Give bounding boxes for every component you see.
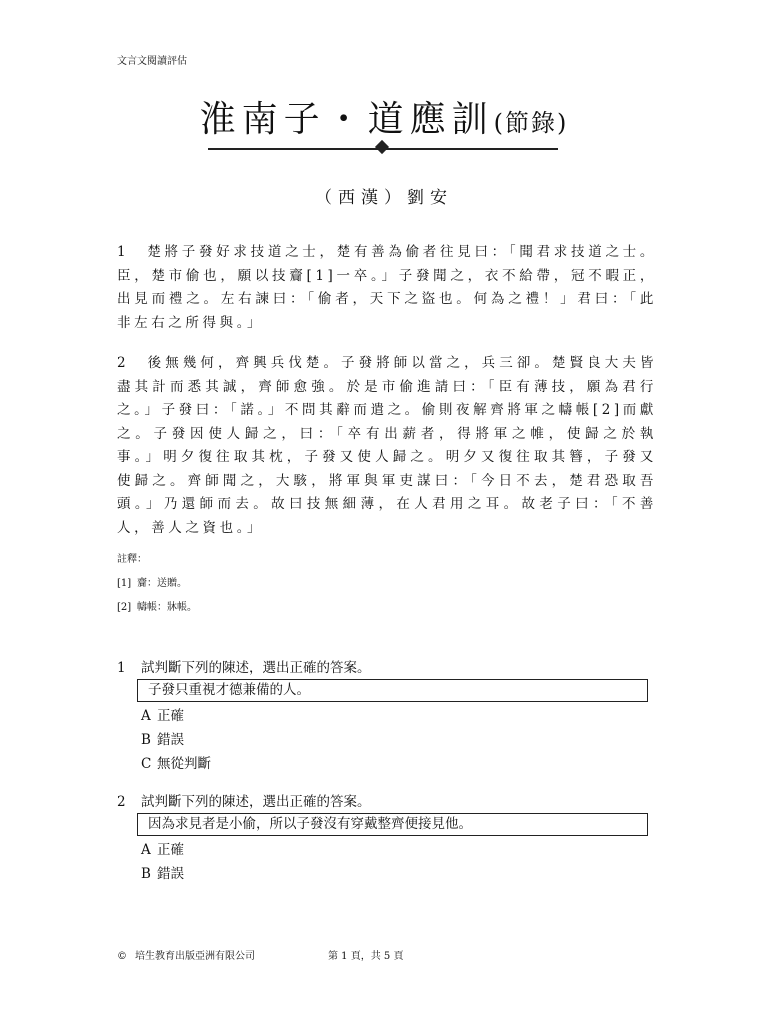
answer-option-a[interactable]	[141, 704, 211, 728]
note-text: 齎：送贈。	[137, 578, 187, 589]
notes-heading: 註釋：	[117, 554, 147, 565]
option-letter: A	[141, 708, 151, 724]
note-number: [1]	[117, 578, 132, 589]
answer-options	[141, 704, 211, 776]
question-stem-text: 試判斷下列的陳述，選出正確的答案。	[141, 794, 371, 810]
note-number: [2]	[117, 602, 132, 613]
title-subtitle: (節錄)	[493, 109, 569, 137]
question-statement-box: 子發只重視才德兼備的人。	[137, 679, 648, 702]
answer-option-c[interactable]	[141, 752, 211, 776]
question-2	[117, 792, 472, 882]
question-stem-text: 試判斷下列的陳述，選出正確的答案。	[141, 660, 371, 676]
question-number: 2	[117, 794, 126, 810]
option-text: 正確	[157, 708, 184, 724]
option-letter: C	[141, 756, 152, 772]
answer-options	[141, 838, 184, 886]
note-item	[117, 596, 197, 620]
footer-page-info: 第 1 頁，共 5 頁	[328, 951, 404, 962]
note-text: 幬帳：牀帳。	[137, 602, 197, 613]
option-text: 無從判斷	[157, 756, 211, 772]
notes-section	[117, 548, 197, 620]
passage-paragraph	[117, 241, 657, 335]
title-main: 淮南子・道應訓	[199, 99, 494, 140]
paragraph-text: 後無幾何，齊興兵伐楚。子發將師以當之，兵三卻。楚賢良大夫皆盡其計而悉其誠，齊師愈強。於是市偷進請曰：「臣有薄技，願為君行之。」子發曰：「諾。」不問其辭而遣之。偷則夜解齊將軍之幬帳[2]而獻之。子發因使人歸之，曰：「卒有出薪者，得將軍之帷，使歸之於執事。」明夕復往取其枕，子發又使人歸之。明夕又復往取其簪，子發又使歸之。齊師聞之，大駭，將軍與軍吏謀曰：「今日不去，楚君恐取吾頭。」乃還師而去。故曰技無細薄，在人君用之耳。故老子曰：「不善人，善人之資也。」	[117, 355, 657, 536]
option-text: 錯誤	[157, 866, 184, 882]
footer-publisher	[117, 947, 255, 962]
option-letter: B	[141, 866, 151, 882]
copyright-icon: ©	[117, 951, 127, 962]
passage-paragraph	[117, 352, 657, 540]
answer-option-b[interactable]	[141, 862, 184, 886]
answer-option-b[interactable]	[141, 728, 211, 752]
option-text: 錯誤	[157, 732, 184, 748]
answer-option-a[interactable]	[141, 838, 184, 862]
paragraph-number: 1	[117, 244, 130, 260]
question-number: 1	[117, 660, 126, 676]
question-stem	[117, 792, 371, 814]
question-1	[117, 658, 371, 772]
header-label: 文言文閱讀評估	[117, 56, 187, 67]
option-text: 正確	[157, 842, 184, 858]
question-statement-box: 因為求見者是小偷，所以子發沒有穿戴整齊便接見他。	[137, 813, 648, 836]
option-letter: A	[141, 842, 151, 858]
title-block	[0, 98, 768, 145]
author: （西漢）劉安	[315, 188, 453, 208]
paragraph-number: 2	[117, 355, 130, 371]
page-title	[0, 98, 768, 145]
note-item	[117, 572, 197, 596]
question-stem	[117, 658, 371, 680]
publisher-name: 培生教育出版亞洲有限公司	[135, 951, 255, 962]
option-letter: B	[141, 732, 151, 748]
paragraph-text: 楚將子發好求技道之士，楚有善為偷者往見曰：「聞君求技道之士。臣，楚市偷也，願以技齎[1]一卒。」子發聞之，衣不給帶，冠不暇正，出見而禮之。左右諫曰：「偷者，天下之盜也。何為之禮！」君曰：「此非左右之所得與。」	[117, 244, 657, 331]
